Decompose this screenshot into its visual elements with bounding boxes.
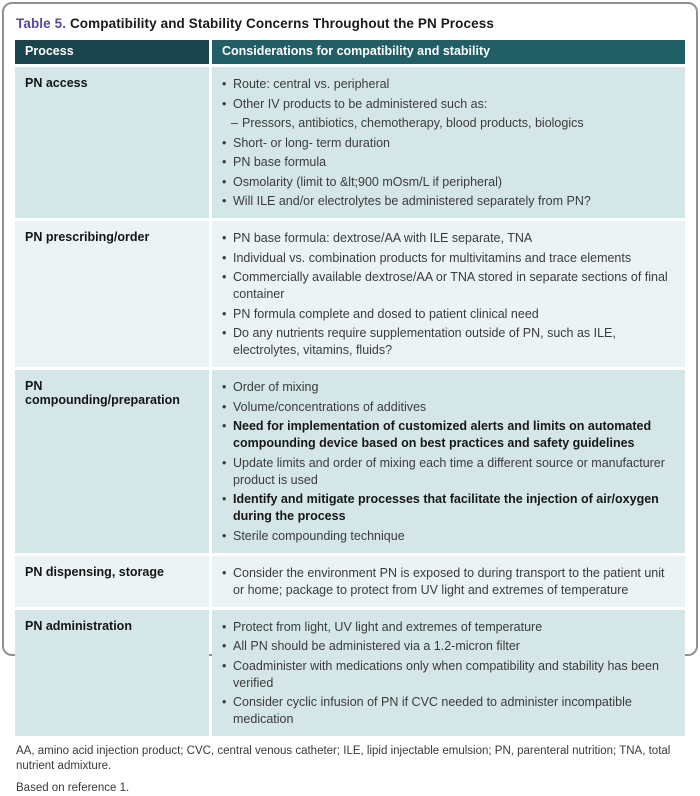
consideration-text: Order of mixing xyxy=(233,380,319,394)
header-considerations: Considerations for compatibility and stability xyxy=(212,40,685,64)
bullet-marker: • xyxy=(222,270,227,284)
table-row xyxy=(15,610,685,737)
consideration-item xyxy=(222,230,675,247)
consideration-text: PN formula complete and dosed to patient clinical need xyxy=(233,306,539,321)
table-footnotes xyxy=(16,744,684,796)
table-number-label: Table 5. xyxy=(16,16,67,31)
consideration-text: Pressors, antibiotics, chemotherapy, blood products, biologics xyxy=(242,116,584,130)
consideration-item xyxy=(222,135,675,152)
consideration-text: Short- or long- term duration xyxy=(233,135,391,150)
consideration-text: Consider the environment PN is exposed to during transport to the patient unit or home; package to protect from UV light and extremes of temperature xyxy=(233,565,665,597)
process-cell: PN access xyxy=(15,67,209,218)
process-cell: PN prescribing/order xyxy=(15,221,209,367)
bullet-marker: • xyxy=(222,492,227,506)
table-title xyxy=(16,16,685,31)
bullet-marker: • xyxy=(222,565,227,580)
consideration-item xyxy=(222,658,675,692)
consideration-text: Sterile compounding technique xyxy=(233,528,405,543)
consideration-subitem xyxy=(222,115,675,132)
consideration-item xyxy=(222,638,675,655)
process-cell: PN compounding/preparation xyxy=(15,370,209,553)
consideration-item xyxy=(222,96,675,113)
table-header-row xyxy=(15,40,685,64)
consideration-item xyxy=(222,325,675,359)
bullet-marker: • xyxy=(222,419,227,433)
consideration-text: Do any nutrients require supplementation outside of PN, such as ILE, electrolytes, vitamins, fluids? xyxy=(233,326,616,357)
consideration-text: Other IV products to be administered such as: xyxy=(233,96,488,111)
consideration-text: Osmolarity (limit to &lt;900 mOsm/L if peripheral) xyxy=(233,174,503,189)
consideration-item xyxy=(222,306,675,323)
bullet-marker: • xyxy=(222,194,227,208)
bullet-marker: • xyxy=(222,639,227,653)
consideration-item xyxy=(222,565,675,599)
header-process: Process xyxy=(15,40,209,64)
consideration-text: Will ILE and/or electrolytes be administered separately from PN? xyxy=(233,194,591,208)
consideration-text: Protect from light, UV light and extremes of temperature xyxy=(233,619,543,634)
bullet-marker: • xyxy=(222,619,227,634)
process-cell: PN administration xyxy=(15,610,209,737)
table-title-text: Compatibility and Stability Concerns Throughout the PN Process xyxy=(69,16,494,31)
consideration-text: Update limits and order of mixing each time a different source or manufacturer product is used xyxy=(233,455,665,487)
bullet-marker: • xyxy=(222,135,227,150)
table-row xyxy=(15,221,685,367)
bullet-marker: • xyxy=(222,155,227,169)
consideration-text: PN base formula: dextrose/AA with ILE separate, TNA xyxy=(233,231,533,245)
bullet-marker: • xyxy=(222,528,227,543)
consideration-text: Volume/concentrations of additives xyxy=(233,399,427,414)
considerations-cell xyxy=(212,370,685,553)
process-cell: PN dispensing, storage xyxy=(15,556,209,607)
consideration-item xyxy=(222,528,675,545)
pn-process-table xyxy=(15,40,685,736)
table-row xyxy=(15,67,685,218)
consideration-item xyxy=(222,694,675,728)
consideration-item xyxy=(222,619,675,636)
table-card xyxy=(2,2,698,794)
bullet-marker: • xyxy=(222,658,227,673)
bullet-marker: • xyxy=(222,326,227,340)
consideration-item xyxy=(222,154,675,171)
consideration-text: Consider cyclic infusion of PN if CVC needed to administer incompatible medication xyxy=(233,695,632,726)
bullet-marker: • xyxy=(222,380,227,394)
consideration-text: All PN should be administered via a 1.2-micron filter xyxy=(233,639,520,653)
bullet-marker: • xyxy=(222,96,227,111)
considerations-cell xyxy=(212,221,685,367)
consideration-item xyxy=(222,193,675,210)
consideration-item xyxy=(222,379,675,396)
consideration-text: Need for implementation of customized alerts and limits on automated compounding device based on best practices and safety guidelines xyxy=(233,419,652,450)
consideration-item xyxy=(222,250,675,267)
bullet-marker: • xyxy=(222,399,227,414)
consideration-text: Commercially available dextrose/AA or TNA stored in separate sections of final container xyxy=(233,270,668,301)
bullet-marker: • xyxy=(222,77,227,91)
bullet-marker: • xyxy=(222,250,227,265)
consideration-text: PN base formula xyxy=(233,155,327,169)
considerations-cell xyxy=(212,556,685,607)
bullet-marker: • xyxy=(222,455,227,470)
considerations-cell xyxy=(212,67,685,218)
considerations-cell xyxy=(212,610,685,737)
consideration-item xyxy=(222,174,675,191)
consideration-item xyxy=(222,269,675,303)
dash-marker: – xyxy=(231,116,238,130)
consideration-text: Route: central vs. peripheral xyxy=(233,77,390,91)
consideration-item xyxy=(222,399,675,416)
consideration-text: Coadminister with medications only when compatibility and stability has been verified xyxy=(233,658,659,690)
bullet-marker: • xyxy=(222,306,227,321)
bullet-marker: • xyxy=(222,174,227,189)
consideration-item-bold xyxy=(222,491,675,525)
consideration-item-bold xyxy=(222,418,675,452)
consideration-text: Individual vs. combination products for multivitamins and trace elements xyxy=(233,250,632,265)
abbreviations-note: AA, amino acid injection product; CVC, central venous catheter; ILE, lipid injectable emulsion; PN, parenteral nutrition; TNA, total nutrient admixture. xyxy=(16,745,671,772)
bullet-marker: • xyxy=(222,231,227,245)
consideration-text: Identify and mitigate processes that facilitate the injection of air/oxygen during the process xyxy=(233,492,659,523)
reference-note: Based on reference 1. xyxy=(16,782,130,794)
consideration-item xyxy=(222,455,675,489)
table-row xyxy=(15,370,685,553)
consideration-item xyxy=(222,76,675,93)
table-row xyxy=(15,556,685,607)
bullet-marker: • xyxy=(222,695,227,709)
